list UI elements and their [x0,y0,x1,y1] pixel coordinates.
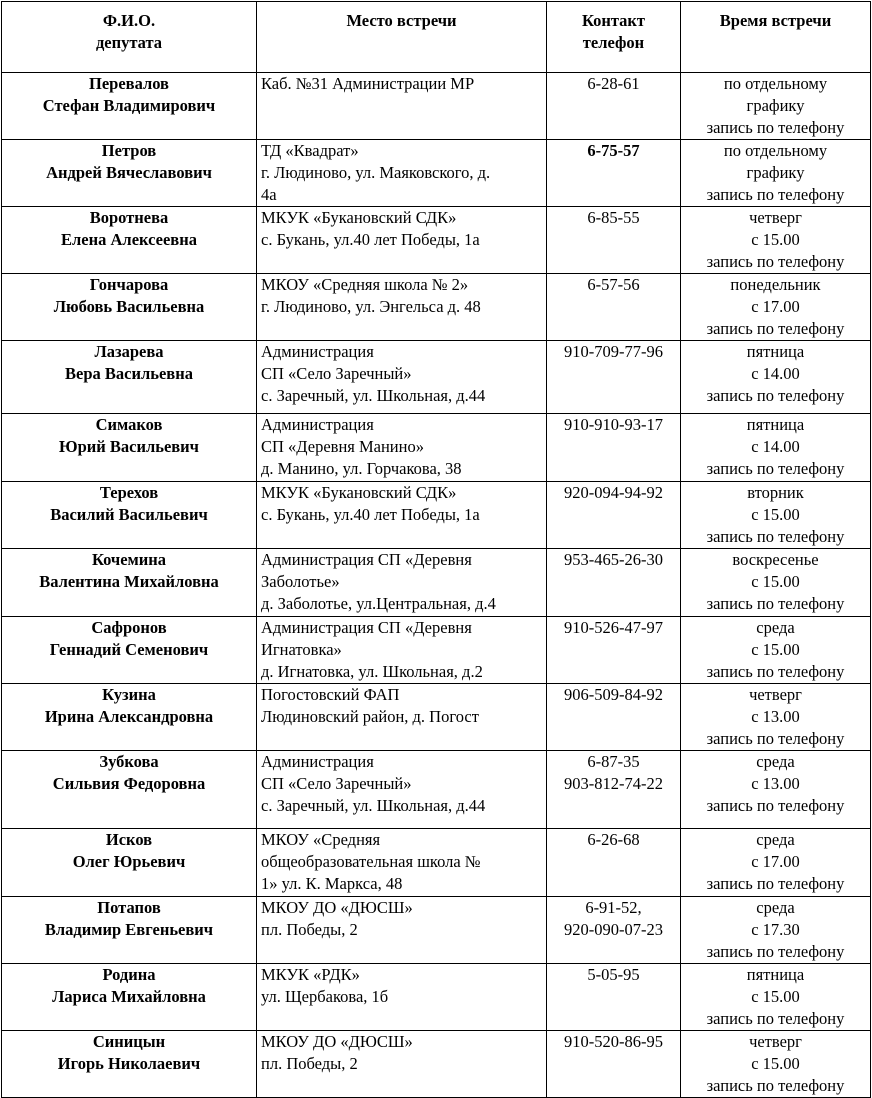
meeting-place-cell-line: Людиновский район, д. Погост [261,707,479,726]
meeting-time-cell-line: среда [756,618,795,637]
deputy-name-cell-line: Василий Васильевич [50,505,208,524]
meeting-time-cell-line: запись по телефону [706,319,845,338]
deputy-name-cell [2,617,257,684]
meeting-place-cell [257,617,547,684]
table-row [2,549,871,617]
meeting-time-cell-line: запись по телефону [706,386,845,405]
deputy-name-cell-line: Сафронов [91,618,167,637]
meeting-place-cell [257,341,547,414]
meeting-place-cell-line: общеобразовательная школа № [261,852,481,871]
meeting-place-cell-line: пл. Победы, 2 [261,1054,358,1073]
meeting-place-cell-line: Погостовский ФАП [261,685,400,704]
deputy-name-cell [2,964,257,1031]
table-row [2,897,871,964]
deputy-name-cell [2,341,257,414]
contact-phone-cell-line: 6-26-68 [587,830,640,849]
contact-phone-cell [547,829,681,897]
meeting-time-cell-line: графику [746,96,805,115]
meeting-time-cell [681,617,871,684]
deputy-name-cell-line: Олег Юрьевич [72,852,186,871]
meeting-time-cell-line: с 14.00 [751,437,800,456]
table-row [2,964,871,1031]
meeting-place-cell-line: СП «Село Заречный» [261,364,412,383]
contact-phone-cell [547,684,681,751]
deputy-name-cell [2,829,257,897]
meeting-time-cell-line: четверг [749,1032,802,1051]
meeting-place-cell-line: Администрация [261,342,374,361]
meeting-time-cell-line: запись по телефону [706,185,845,204]
deputies-schedule-table [1,1,871,1098]
meeting-time-cell-line: среда [756,830,795,849]
table-row [2,684,871,751]
meeting-time-cell [681,207,871,274]
deputy-name-cell [2,414,257,482]
contact-phone-cell-line: 5-05-95 [587,965,640,984]
meeting-time-cell-line: запись по телефону [706,874,845,893]
deputy-name-cell [2,274,257,341]
meeting-time-cell-line: пятница [746,965,805,984]
contact-phone-cell-line: 910-709-77-96 [564,342,663,361]
meeting-time-cell-line: по отдельному [723,141,828,160]
deputy-name-cell-line: Игорь Николаевич [57,1054,201,1073]
meeting-place-cell-line: Администрация [261,752,374,771]
meeting-place-cell [257,897,547,964]
contact-phone-cell-line: 6-91-52, [585,898,642,917]
table-row [2,829,871,897]
table-row [2,207,871,274]
deputy-name-cell-line: Петров [101,141,157,160]
meeting-time-cell-line: с 13.00 [751,707,800,726]
meeting-place-cell-line: МКОУ «Средняя [261,830,381,849]
meeting-place-cell-line: д. Манино, ул. Горчакова, 38 [261,459,462,478]
meeting-time-cell [681,1031,871,1098]
meeting-time-cell-line: графику [746,163,805,182]
meeting-time-cell [681,684,871,751]
deputy-name-cell [2,684,257,751]
deputy-name-cell-line: Валентина Михайловна [39,572,219,591]
meeting-time-cell [681,274,871,341]
header-phone-line2: телефон [582,33,645,52]
deputy-name-cell [2,1031,257,1098]
meeting-place-cell [257,274,547,341]
meeting-place-cell-line: МКОУ ДО «ДЮСШ» [261,898,413,917]
deputy-name-cell-line: Кузина [102,685,156,704]
meeting-time-cell [681,341,871,414]
meeting-time-cell-line: с 14.00 [751,364,800,383]
meeting-time-cell-line: запись по телефону [706,459,845,478]
meeting-place-cell-line: 4а [261,185,277,204]
meeting-place-cell [257,414,547,482]
meeting-place-cell-line: Администрация [261,415,374,434]
deputy-name-cell [2,482,257,549]
meeting-place-cell-line: г. Людиново, ул. Маяковского, д. [261,163,491,182]
meeting-time-cell-line: с 17.00 [751,297,800,316]
contact-phone-cell-line: 906-509-84-92 [564,685,663,704]
deputy-name-cell-line: Симаков [95,415,163,434]
meeting-place-cell-line: МКОУ ДО «ДЮСШ» [261,1032,413,1051]
contact-phone-cell [547,751,681,829]
deputy-name-cell-line: Терехов [99,483,159,502]
deputy-name-cell [2,751,257,829]
meeting-time-cell-line: с 13.00 [751,774,800,793]
meeting-time-cell [681,751,871,829]
contact-phone-cell [547,897,681,964]
meeting-place-cell-line: СП «Село Заречный» [261,774,412,793]
table-row [2,617,871,684]
meeting-time-cell [681,897,871,964]
meeting-time-cell-line: запись по телефону [706,252,845,271]
meeting-time-cell-line: по отдельному [723,74,828,93]
meeting-time-cell [681,140,871,207]
contact-phone-cell-line: 6-85-55 [587,208,640,227]
meeting-place-cell [257,549,547,617]
meeting-place-cell-line: СП «Деревня Манино» [261,437,424,456]
contact-phone-cell-line: 910-520-86-95 [564,1032,663,1051]
meeting-place-cell [257,684,547,751]
deputy-name-cell [2,207,257,274]
table-row [2,414,871,482]
header-phone-line1: Контакт [581,11,646,30]
meeting-time-cell [681,964,871,1031]
meeting-time-cell-line: четверг [749,208,802,227]
meeting-place-cell [257,73,547,140]
contact-phone-cell-line: 6-75-57 [587,141,640,160]
meeting-place-cell [257,964,547,1031]
deputy-name-cell-line: Юрий Васильевич [58,437,199,456]
header-name [2,2,257,73]
meeting-place-cell [257,1031,547,1098]
deputy-name-cell-line: Сильвия Федоровна [52,774,206,793]
deputy-name-cell-line: Вера Васильевна [65,364,193,383]
meeting-place-cell-line: ул. Щербакова, 1б [261,987,389,1006]
meeting-place-cell-line: Игнатовка» [261,640,342,659]
meeting-place-cell [257,207,547,274]
meeting-time-cell-line: запись по телефону [706,662,845,681]
header-time [681,2,871,73]
meeting-place-cell [257,140,547,207]
deputy-name-cell-line: Стефан Владимирович [42,96,216,115]
meeting-place-cell-line: МКУК «Букановский СДК» [261,208,457,227]
deputy-name-cell-line: Потапов [97,898,161,917]
deputy-name-cell-line: Зубкова [99,752,159,771]
table-row [2,482,871,549]
meeting-time-cell-line: запись по телефону [706,1009,845,1028]
meeting-time-cell-line: запись по телефону [706,796,845,815]
table-row [2,341,871,414]
meeting-time-cell-line: запись по телефону [706,118,845,137]
meeting-time-cell-line: с 15.00 [751,987,800,1006]
meeting-place-cell-line: Каб. №31 Администрации МР [261,74,475,93]
meeting-time-cell-line: с 17.30 [751,920,800,939]
contact-phone-cell [547,1031,681,1098]
meeting-time-cell-line: запись по телефону [706,594,845,613]
deputy-name-cell-line: Синицын [92,1032,166,1051]
deputy-name-cell [2,140,257,207]
contact-phone-cell-line: 6-28-61 [587,74,640,93]
contact-phone-cell-line: 953-465-26-30 [564,550,663,569]
contact-phone-cell [547,207,681,274]
meeting-place-cell-line: с. Заречный, ул. Школьная, д.44 [261,386,486,405]
meeting-time-cell-line: пятница [746,415,805,434]
meeting-time-cell-line: запись по телефону [706,1076,845,1095]
deputy-name-cell-line: Лариса Михайловна [52,987,206,1006]
contact-phone-cell [547,549,681,617]
header-name-line1: Ф.И.О. [102,11,156,30]
meeting-time-cell-line: понедельник [730,275,821,294]
deputy-name-cell [2,549,257,617]
deputy-name-cell [2,73,257,140]
table-row [2,73,871,140]
contact-phone-cell-line: 920-090-07-23 [564,920,663,939]
meeting-time-cell-line: с 15.00 [751,505,800,524]
meeting-time-cell [681,73,871,140]
meeting-time-cell-line: воскресенье [732,550,819,569]
contact-phone-cell-line: 903-812-74-22 [564,774,663,793]
contact-phone-cell-line: 920-094-94-92 [564,483,663,502]
contact-phone-cell [547,274,681,341]
deputy-name-cell [2,897,257,964]
meeting-place-cell-line: д. Игнатовка, ул. Школьная, д.2 [261,662,483,681]
meeting-time-cell-line: с 15.00 [751,572,800,591]
contact-phone-cell [547,617,681,684]
meeting-place-cell-line: с. Заречный, ул. Школьная, д.44 [261,796,486,815]
meeting-time-cell-line: среда [756,752,795,771]
meeting-time-cell-line: с 15.00 [751,640,800,659]
meeting-place-cell-line: ТД «Квадрат» [261,141,359,160]
contact-phone-cell-line: 6-57-56 [587,275,640,294]
deputy-name-cell-line: Исков [105,830,153,849]
contact-phone-cell [547,482,681,549]
meeting-place-cell-line: 1» ул. К. Маркса, 48 [261,874,403,893]
deputy-name-cell-line: Андрей Вячеславович [46,163,212,182]
meeting-place-cell [257,482,547,549]
contact-phone-cell [547,341,681,414]
header-place [257,2,547,73]
deputy-name-cell-line: Любовь Васильевна [53,297,205,316]
meeting-time-cell-line: запись по телефону [706,942,845,961]
meeting-place-cell [257,751,547,829]
meeting-time-cell-line: с 15.00 [751,1054,800,1073]
meeting-place-cell-line: МКУК «РДК» [261,965,360,984]
deputy-name-cell-line: Владимир Евгеньевич [44,920,214,939]
header-place-line1: Место встречи [346,11,457,30]
header-time-line1: Время встречи [719,11,832,30]
contact-phone-cell [547,414,681,482]
table-row [2,140,871,207]
deputy-name-cell-line: Лазарева [94,342,164,361]
contact-phone-cell [547,140,681,207]
deputy-name-cell-line: Геннадий Семенович [49,640,209,659]
deputy-name-cell-line: Ирина Александровна [44,707,214,726]
deputy-name-cell-line: Воротнева [89,208,169,227]
meeting-place-cell-line: МКОУ «Средняя школа № 2» [261,275,469,294]
header-row [2,2,871,73]
deputy-name-cell-line: Кочемина [91,550,167,569]
contact-phone-cell [547,964,681,1031]
meeting-place-cell-line: Заболотье» [261,572,340,591]
meeting-time-cell [681,482,871,549]
meeting-time-cell-line: четверг [749,685,802,704]
deputy-name-cell-line: Гончарова [89,275,169,294]
meeting-place-cell-line: МКУК «Букановский СДК» [261,483,457,502]
meeting-place-cell-line: г. Людиново, ул. Энгельса д. 48 [261,297,481,316]
meeting-time-cell-line: пятница [746,342,805,361]
meeting-time-cell [681,414,871,482]
meeting-time-cell-line: с 17.00 [751,852,800,871]
meeting-time-cell-line: среда [756,898,795,917]
meeting-time-cell-line: запись по телефону [706,527,845,546]
meeting-place-cell-line: пл. Победы, 2 [261,920,358,939]
meeting-time-cell-line: запись по телефону [706,729,845,748]
contact-phone-cell-line: 6-87-35 [587,752,640,771]
meeting-place-cell-line: с. Букань, ул.40 лет Победы, 1а [261,505,480,524]
meeting-time-cell [681,549,871,617]
meeting-place-cell [257,829,547,897]
table-row [2,1031,871,1098]
header-name-line2: депутата [95,33,163,52]
meeting-time-cell [681,829,871,897]
meeting-place-cell-line: с. Букань, ул.40 лет Победы, 1а [261,230,480,249]
header-phone [547,2,681,73]
meeting-time-cell-line: с 15.00 [751,230,800,249]
deputy-name-cell-line: Перевалов [89,74,169,93]
meeting-place-cell-line: Администрация СП «Деревня [261,550,472,569]
contact-phone-cell-line: 910-910-93-17 [564,415,663,434]
meeting-time-cell-line: вторник [747,483,804,502]
table-row [2,751,871,829]
contact-phone-cell [547,73,681,140]
deputy-name-cell-line: Родина [102,965,156,984]
table-row [2,274,871,341]
meeting-place-cell-line: д. Заболотье, ул.Центральная, д.4 [261,594,496,613]
deputy-name-cell-line: Елена Алексеевна [61,230,197,249]
meeting-place-cell-line: Администрация СП «Деревня [261,618,472,637]
contact-phone-cell-line: 910-526-47-97 [564,618,663,637]
